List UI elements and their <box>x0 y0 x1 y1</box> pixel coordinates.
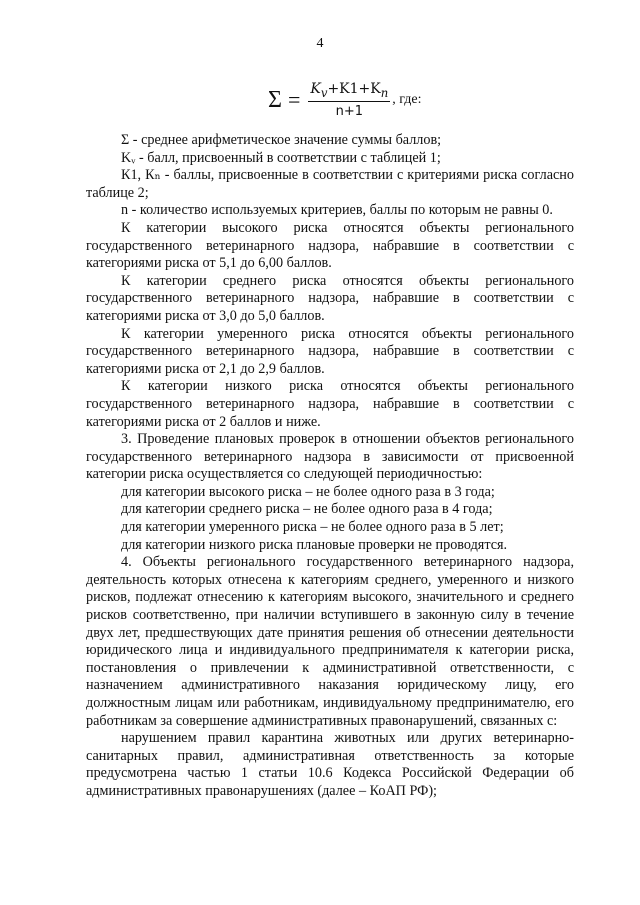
paragraph: n - количество используемых критериев, баллы по которым не равны 0. <box>121 202 553 219</box>
paragraph: К категории умеренного риска относятся объекты регионального государственного ветеринарного надзора, набравшие в соответствии с категориями риска от 2,1 до 2,9 баллов. <box>86 325 574 377</box>
formula <box>268 80 422 120</box>
list-item: для категории низкого риска плановые проверки не проводятся. <box>121 536 508 553</box>
body-text <box>86 132 574 801</box>
list-item: для категории среднего риска – не более одного раза в 4 года; <box>121 501 493 518</box>
paragraph: К категории высокого риска относятся объекты регионального государственного ветеринарного надзора, набравшие в соответствии с категориями риска от 5,1 до 6,00 баллов. <box>86 219 574 272</box>
formula-equals: = <box>287 87 301 112</box>
formula-numerator-rest: +K1+K <box>327 80 381 97</box>
paragraph: К категории низкого риска относятся объекты регионального государственного ветеринарного надзора, набравшие в соответствии с категориями риска от 2 баллов и ниже. <box>86 378 574 430</box>
formula-numerator <box>308 81 390 103</box>
paragraph: Σ - среднее арифметическое значение суммы баллов; <box>121 132 442 148</box>
formula-kv-sub: v <box>320 85 328 100</box>
formula-kn-sub: n <box>380 85 389 100</box>
paragraph: К1, Кₙ - баллы, присвоенные в соответствии с критериями риска согласно таблице 2; <box>86 167 574 201</box>
formula-denominator: n+1 <box>335 104 364 120</box>
list-item: для категории высокого риска – не более одного раза в 3 года; <box>121 483 495 500</box>
formula-sigma: Σ <box>268 86 282 113</box>
formula-trailing-text: , где: <box>392 92 422 107</box>
paragraph: нарушением правил карантина животных или других ветеринарно-санитарных правил, административная ответственность за которые предусмотрена частью 1 статьи 10.6 Кодекса Российской Федерации об административных правонарушениях (далее – КоАП РФ); <box>86 730 574 799</box>
paragraph: 3. Проведение плановых проверок в отношении объектов регионального государственного ветеринарного надзора в зависимости от присвоенной категории риска осуществляется со следующей периодичностью: <box>86 431 574 483</box>
paragraph: К категории среднего риска относятся объекты регионального государственного ветеринарного надзора, набравшие в соответствии с категориями риска от 3,0 до 5,0 баллов. <box>86 272 574 324</box>
paragraph: 4. Объекты регионального государственного ветеринарного надзора, деятельность которых отнесена к категориям среднего, умеренного и низкого рисков, подлежат отнесению к категориям высокого, значительного и среднего рисков соответственно, при наличии вступившего в законную силу в течение двух лет, предшествующих дате принятия решения об отнесении деятельности юридического лица и индивидуального предпринимателя к категории риска, постановления о привлечении к административной ответственности, с назначением административного наказания юридическому лицу, его должностным лицам или работникам, индивидуальному предпринимателю, его работникам за совершение административных правонарушений, связанных с: <box>86 554 574 729</box>
list-item: для категории умеренного риска – не более одного раза в 5 лет; <box>121 519 504 536</box>
formula-fraction <box>308 81 390 120</box>
formula-kv: K <box>310 80 321 97</box>
page-number: 4 <box>316 36 324 51</box>
paragraph: Kᵥ - балл, присвоенный в соответствии с таблицей 1; <box>121 149 441 166</box>
